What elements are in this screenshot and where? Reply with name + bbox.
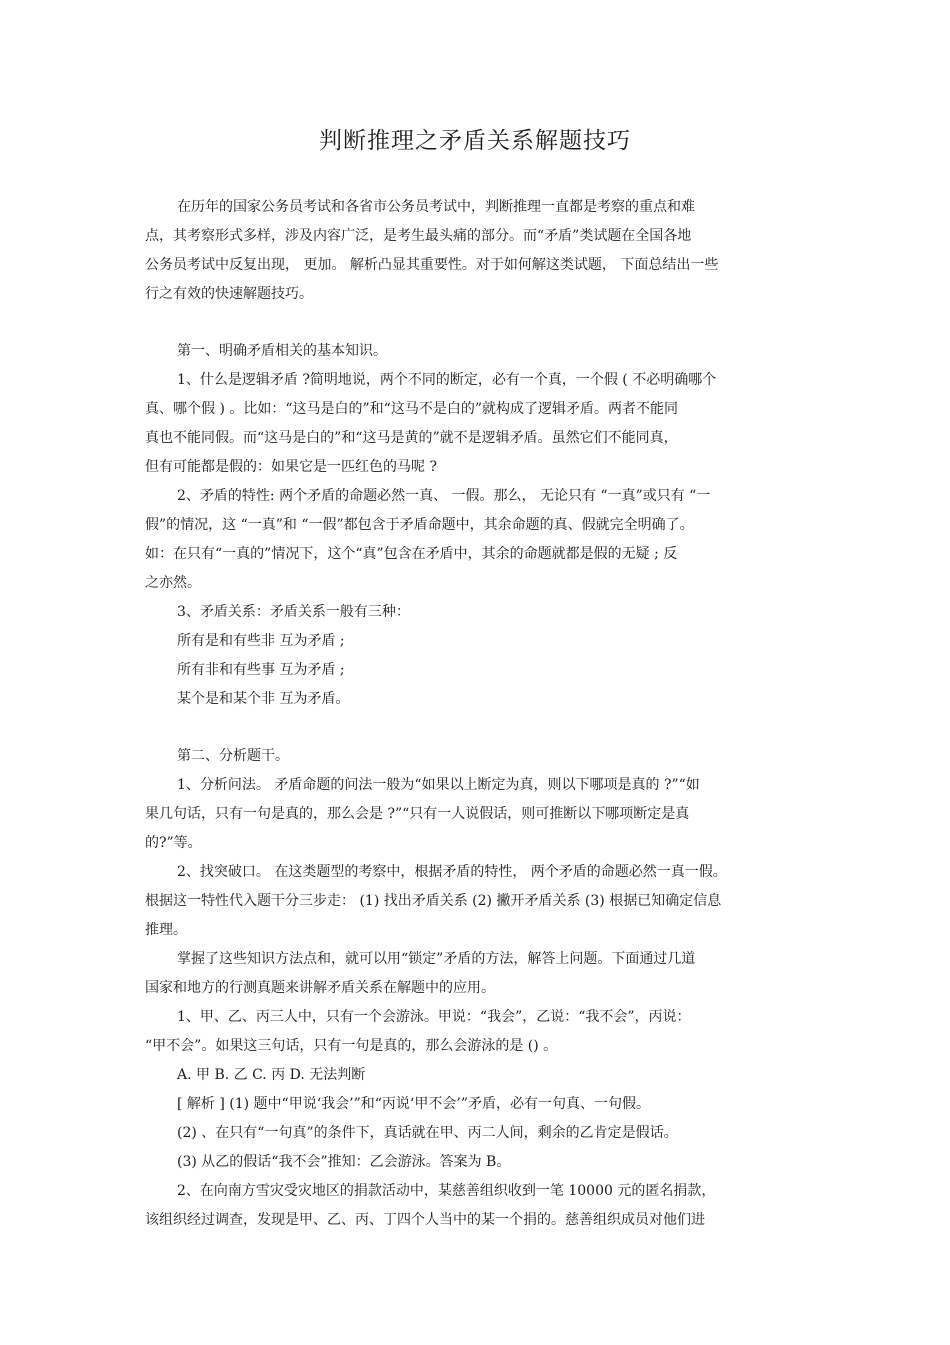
document-title: 判断推理之矛盾关系解题技巧 [319, 128, 631, 154]
text-line: 如：在只有“一真的”情况下，这个“真”包含在矛盾中，其余的命题就都是假的无疑 ; 反 [145, 546, 678, 562]
text-line: 行之有效的快速解题技巧。 [145, 286, 313, 302]
text-line: 1、甲、乙、丙三人中，只有一个会游泳。甲说：“我会”，乙说：“我不会”，丙说： [177, 1009, 691, 1025]
text-line: 但有可能都是假的：如果它是一匹红色的马呢 ? [145, 459, 437, 475]
text-line: 国家和地方的行测真题来讲解矛盾关系在解题中的应用。 [145, 980, 495, 996]
text-line: 第二、分析题干。 [177, 748, 289, 764]
text-line: 2、矛盾的特性: 两个矛盾的命题必然一真、 一假。那么， 无论只有 “一真”或只有 “一 [177, 488, 711, 504]
text-line: 推理。 [145, 922, 187, 938]
text-line: 根据这一特性代入题干分三步走： (1) 找出矛盾关系 (2) 撇开矛盾关系 (3) 根据已知确定信息 [145, 893, 722, 909]
text-line: 某个是和某个非 互为矛盾。 [177, 691, 350, 707]
text-line: 1、什么是逻辑矛盾 ?简明地说，两个不同的断定，必有一个真，一个假 ( 不必明确哪个 [177, 372, 717, 388]
text-line: 所有非和有些事 互为矛盾 ; [177, 662, 345, 678]
text-line: 之亦然。 [145, 575, 201, 591]
text-line: 在历年的国家公务员考试和各省市公务员考试中，判断推理一直都是考察的重点和难 [177, 199, 695, 215]
text-line: 公务员考试中反复出现， 更加。 解析凸显其重要性。对于如何解这类试题， 下面总结出一些 [145, 257, 719, 273]
text-line: 掌握了这些知识方法点和，就可以用“锁定”矛盾的方法，解答上问题。下面通过几道 [177, 951, 696, 967]
text-line: 第一、明确矛盾相关的基本知识。 [177, 343, 387, 359]
text-line: 所有是和有些非 互为矛盾 ; [177, 633, 345, 649]
text-line: A. 甲 B. 乙 C. 丙 D. 无法判断 [177, 1067, 366, 1083]
text-line: 2、找突破口。 在这类题型的考察中，根据矛盾的特性， 两个矛盾的命题必然一真一假。 [177, 864, 727, 880]
text-line: 3、矛盾关系：矛盾关系一般有三种： [177, 604, 410, 620]
text-line: 果几句话，只有一句是真的，那么会是 ?”“只有一人说假话，则可推断以下哪项断定是真 [145, 806, 690, 822]
text-line: [ 解析 ] (1) 题中“甲说‘我会’”和“丙说‘甲不会’”矛盾，必有一句真、一句假。 [177, 1096, 650, 1112]
text-line: 该组织经过调查，发现是甲、乙、丙、丁四个人当中的某一个捐的。慈善组织成员对他们进 [145, 1212, 705, 1228]
text-line: 真、哪个假 ) 。比如：“这马是白的”和“这马不是白的”就构成了逻辑矛盾。两者不能同 [145, 401, 678, 417]
text-line: 假”的情况，这 “一真”和 “一假”都包含于矛盾命题中，其余命题的真、假就完全明确了。 [145, 517, 694, 533]
text-line: (2) 、在只有“一句真”的条件下，真话就在甲、丙二人间，剩余的乙肯定是假话。 [177, 1125, 678, 1141]
text-line: 真也不能同假。而“这马是白的”和“这马是黄的”就不是逻辑矛盾。虽然它们不能同真， [145, 430, 678, 446]
text-line: 2、在向南方雪灾受灾地区的捐款活动中，某慈善组织收到一笔 10000 元的匿名捐款， [177, 1183, 716, 1199]
text-line: (3) 从乙的假话“我不会”推知：乙会游泳。答案为 B。 [177, 1154, 511, 1170]
text-line: 点，其考察形式多样，涉及内容广泛，是考生最头痛的部分。而“矛盾”类试题在全国各地 [145, 228, 692, 244]
text-line: 的?”等。 [145, 835, 202, 851]
text-line: “甲不会”。如果这三句话，只有一句是真的，那么会游泳的是 () 。 [145, 1038, 558, 1054]
text-line: 1、分析问法。 矛盾命题的问法一般为“如果以上断定为真，则以下哪项是真的 ?”“如 [177, 777, 700, 793]
